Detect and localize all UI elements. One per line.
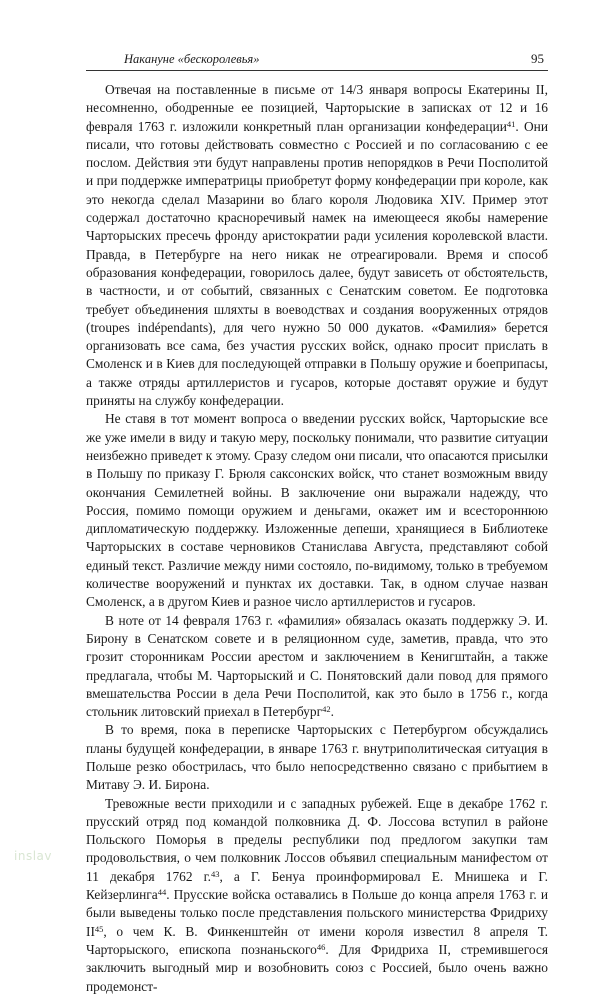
- paragraph: [86, 795, 548, 996]
- paragraph-text: В ноте от 14 февраля 1763 г. «фамилия» обязалась оказать поддержку Э. И. Бирону в Сенатском совете и в реляционном суде, заметив, правда, что это грозит сторонникам России арестом и заключением в Кенигштайн, а также предлагала, чтобы М. Чарторыский и С. Понятовский дали повод для прямого вмешательства России в дела Речи Посполитой, как это было в 1756 г., когда стольник литовский приехал в Петербург: [86, 612, 548, 720]
- paragraph-text: Тревожные вести приходили и с западных рубежей. Еще в декабре 1762 г. прусский отряд под командой полковника Д. Ф. Лоссова вступил в районе Польского Поморья в пределы республики под предлогом закупки там продовольствия, о чем полковник Лоссов объявил специальным манифестом от 11 декабря 1762 г.: [86, 795, 548, 884]
- header-rule: [86, 70, 548, 71]
- footnote-marker: 41: [506, 118, 516, 129]
- page-number: 95: [531, 51, 544, 66]
- paragraph-text: , а Г. Бенуа проинформировал Е. Мнишека и Г. Кейзерлинга: [86, 868, 548, 903]
- paragraph-text: . Они писали, что готовы действовать совместно с Россией и по согласованию с ее послом. Действия эти будут направлены против непорядков в Речи Посполитой и при поддержке императрицы приобретут форму конфедерации при короле, как это некогда сделал Мазарини во благо короля Людовика XIV. Пример этот содержал достаточно красноречивый намек на имеющееся якобы намерение Чарторыских пресечь фронду аристократии ради усиления королевской власти. Правда, в Петербурге на него никак не отреагировали. Время и способ образования конфедерации, говорилось далее, будут зависеть от обстоятельств, в частности, и от событий, связанных с Сенатским советом. Ее подготовка требует объединения шляхты в воеводствах и создания вооруженных отрядов (troupes indépendants), для чего нужно 50 000 дукатов. «Фамилия» берется организовать все сама, без участия русских войск, однако просит прислать в Смоленск и в Киев для последующей отправки в Польшу оружие и боеприпасы, а также отряды артиллеристов и гусаров, которые доставят оружие и будут приняты на службу конфедерации.: [86, 118, 549, 409]
- footnote-marker: 43: [210, 868, 220, 879]
- paragraph: [86, 721, 548, 794]
- page-header: [86, 50, 548, 70]
- paragraph-text: .: [330, 704, 334, 720]
- paragraph-text: . Для Фридриха II, стремившегося заключить выгодный мир и возобновить союз с Россией, было очень важно продемонст-: [86, 941, 548, 994]
- footnote-marker: 44: [157, 887, 167, 898]
- footnote-marker: 46: [316, 941, 326, 952]
- paragraph: [86, 612, 548, 722]
- watermark: inslav: [14, 849, 52, 863]
- paragraph: [86, 410, 548, 611]
- paragraph-text: . Прусские войска оставались в Польше до конца апреля 1763 г. и были выведены только после представления польского министерства Фридриху II: [86, 887, 548, 939]
- footnote-marker: 45: [94, 923, 104, 934]
- paragraph-text: В то время, пока в переписке Чарторыских с Петербургом обсуждались планы будущей конфедерации, в январе 1763 г. внутриполитическая ситуация в Польше резко обострилась, что было непосредственно связано с прибытием в Митаву Э. И. Бирона.: [86, 722, 548, 793]
- paragraph-text: Отвечая на поставленные в письме от 14/3 января вопросы Екатерины II, несомненно, ободренные ее позицией, Чарторыские в записках от 12 и 16 февраля 1763 г. изложили конкретный план организации конфедерации: [86, 82, 548, 134]
- paragraph: [86, 81, 548, 410]
- running-title: Накануне «бескоролевья»: [124, 52, 260, 66]
- footnote-marker: 42: [322, 704, 331, 715]
- body-text: [86, 81, 548, 996]
- paragraph-text: , о чем К. В. Финкенштейн от имени короля известил 8 апреля Т. Чарторыского, епископа познаньского: [86, 923, 548, 957]
- paragraph-text: Не ставя в тот момент вопроса о введении русских войск, Чарторыские все же уже имели в виду и такую меру, поскольку понимали, что развитие ситуации неизбежно приведет к этому. Сразу следом они писали, что опасаются присылки в Польшу по приказу Г. Брюля саксонских войск, что станет возможным ввиду окончания Семилетней войны. В заключение они выражали надежду, что Россия, помимо помощи оружием и деньгами, окажет им и всестороннюю дипломатическую поддержку. Изложенные депеши, хранящиеся в Библиотеке Чарторыских в составе черновиков Станислава Августа, представляют собой единый текст. Различие между ними состояло, по-видимому, только в требуемом количестве вооружений и пунктах их доставки. Так, в одном случае назван Смоленск, а в другом Киев и разное число артиллеристов и гусаров.: [86, 411, 548, 610]
